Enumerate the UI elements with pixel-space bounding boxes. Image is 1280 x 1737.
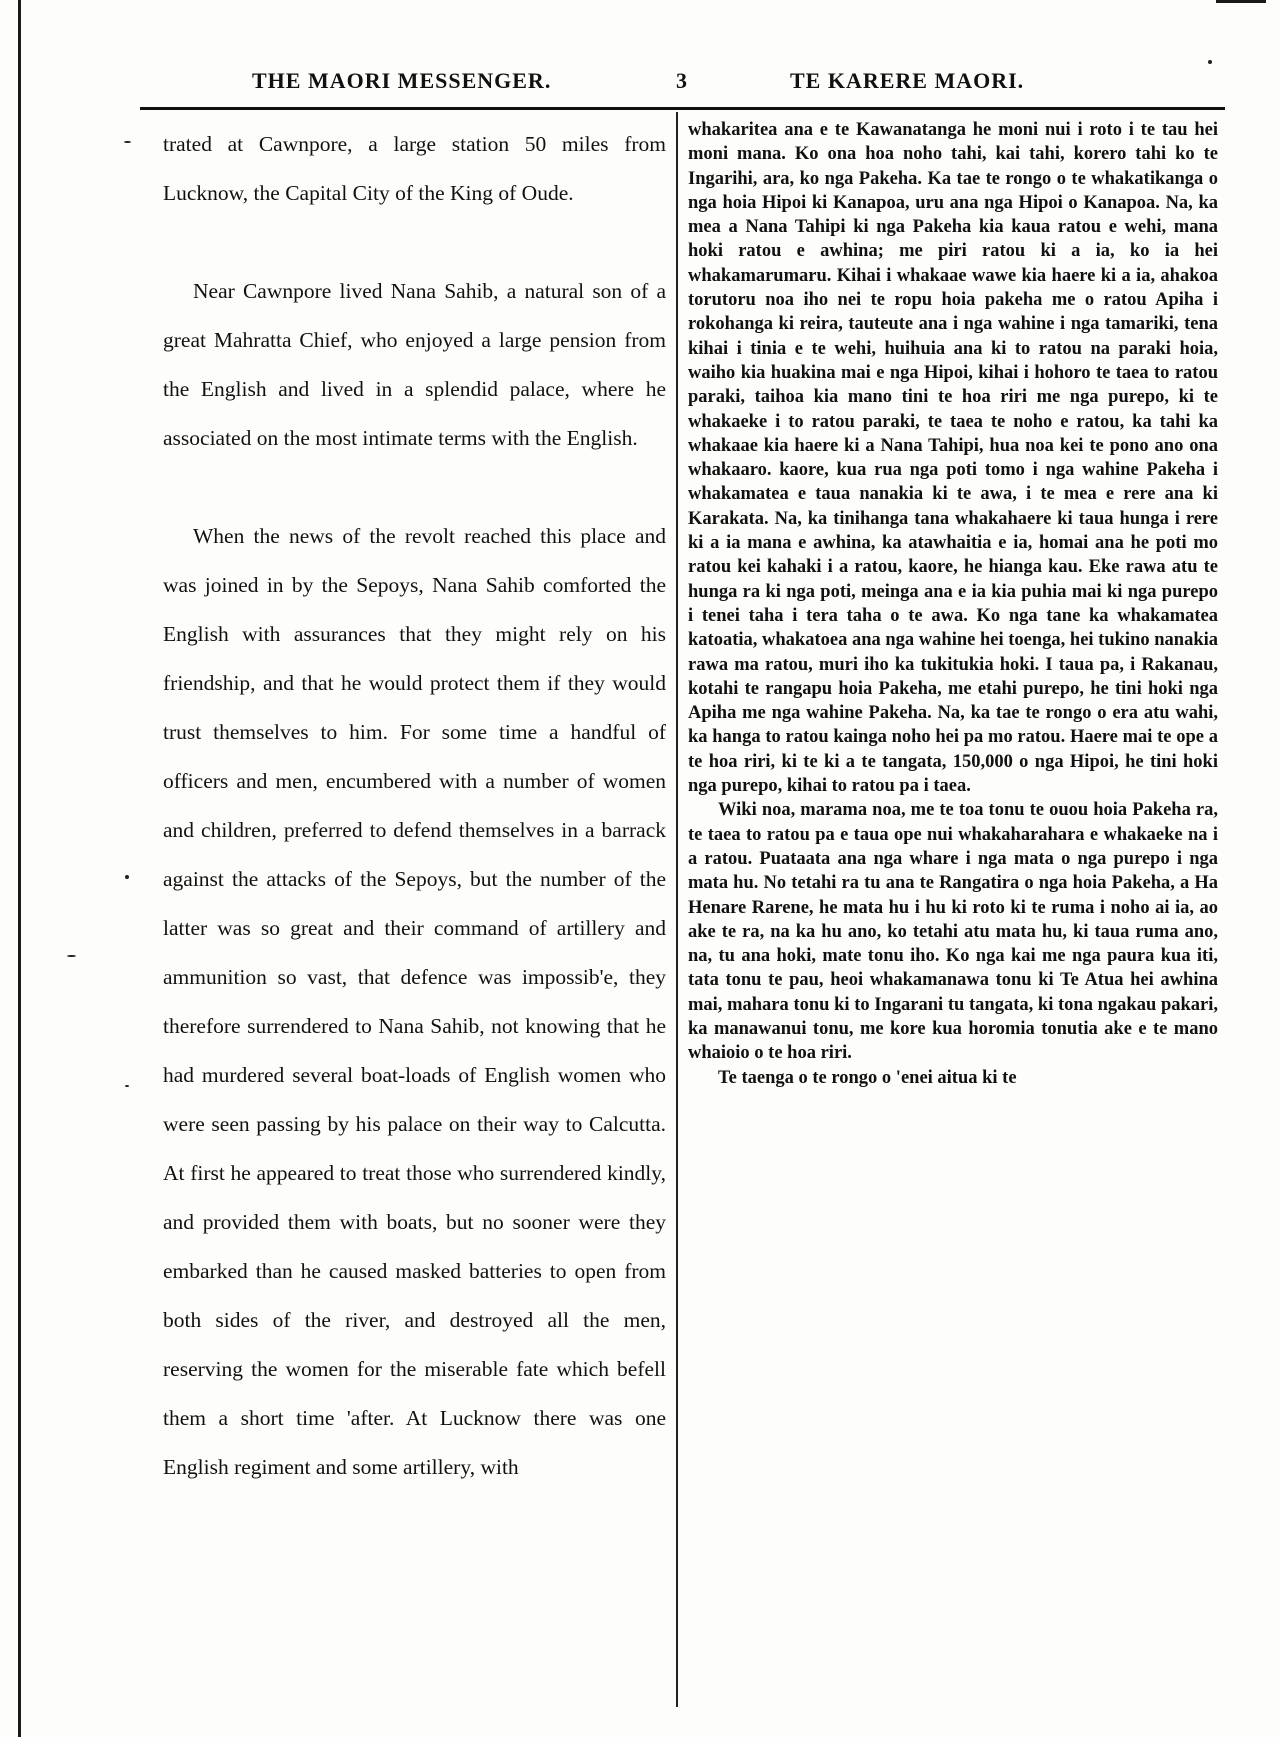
english-paragraph: When the news of the revolt reached this place and was joined in by the Sepoys, Nana Sahib comforted the English with assurances that they might rely on his friendship, and that he would protect them if they would trust themselves to him. For some time a handful of officers and men, encumbered with a number of women and children, preferred to defend themselves in a barrack against the attacks of the Sepoys, but the number of the latter was so great and their command of artillery and ammunition so vast, that defence was impossib'e, they therefore surrendered to Nana Sahib, not knowing that he had murdered several boat-loads of English women who were seen passing by his palace on their way to Calcutta. At first he appeared to treat those who surrendered kindly, and provided them with boats, but no sooner were they embarked than he caused masked batteries to open from both sides of the river, and destroyed all the men, reserving the women for the miserable fate which befell them a short time 'after. At Lucknow there was one English regiment and some artillery, with xyxy=(163,524,666,1479)
english-paragraph: trated at Cawnpore, a large station 50 miles from Lucknow, the Capital City of the King of Oude. xyxy=(163,132,666,205)
english-masthead: THE MAORI MESSENGER. xyxy=(252,68,552,93)
print-speck xyxy=(125,875,129,879)
maori-paragraph: Wiki noa, marama noa, me te toa tonu te ouou hoia Pakeha ra, te taea to ratou pa e taua ope nui whakaharahara e whakaeke na i a ratou. Puataata ana nga whare i nga mata o nga purepo i nga mata hu. No tetahi ra tu ana te Rangatira o nga hoia Pakeha, a Ha Henare Rarene, he mata hu i hu ki roto ki te ruma i noho ai ia, ao ake te ra, na ka hu ano, ko tetahi atu mata hu, ki taua ruma ano, na, tu ana hoki, mate tonu iho. Ko nga kai me nga paura kua iti, tata tonu te pau, heoi whakamanawa tonu ki Te Atua hei awhina mai, mahara tonu ki to Ingarani tu tangata, ki tona ngakau pakari, ka manawanui tonu, me kore kua horomia tonutia ake e te mano whaioio o te hoa riri. xyxy=(688,800,1218,1064)
print-speck xyxy=(125,1085,129,1087)
english-column xyxy=(163,120,666,1710)
english-paragraph: Near Cawnpore lived Nana Sahib, a natural son of a great Mahratta Chief, who enjoyed a large pension from the English and lived in a splendid palace, where he associated on the most intimate terms with the English. xyxy=(163,279,666,450)
header-rule xyxy=(140,107,1225,110)
running-header xyxy=(140,62,1225,98)
maori-paragraph: whakaritea ana e te Kawanatanga he moni nui i roto i te tau hei moni mana. Ko ona hoa noho tahi, kai tahi, korero tahi ko te Ingarihi, ara, ko nga Pakeha. Ka tae te rongo o te whakatikanga o nga hoia Hipoi ki Kanapoa, uru ana nga Hipoi o Kanapoa. Na, ka mea a Nana Tahipi ki nga Pakeha kia kaua ratou e wehi, mana hoki ratou e awhina; me piri ratou ki a ia, ko ia hei whakamarumaru. Kihai i whakaae wawe kia haere ki a ia, ahakoa torutoru noa iho nei te ropu hoia pakeha me o ratou Apiha i rokohanga ki reira, tauteute ana i nga wahine i nga tamariki, tena kihai i tinia e te wehi, huihuia ana ki to ratou na paraki hoia, waiho kia huakina mai e nga Hipoi, kihai i hohoro te taea to ratou paraki, taihoa kia mano tini te hoa riri me nga purepo, ki te whakaeke i to ratou paraki, te taea te noho e ratou, ka tahi ka whakaae kia haere ki a Nana Tahipi, hua noa kei te pono ano ona whakaaro. kaore, kua rua nga poti tomo i nga wahine Pakeha i whakamatea e taua nanakia ki te awa, i te mea e rere ana ki Karakata. Na, ka tinihanga tana whakahaere ki taua hunga i rere ki a ia mana e awhina, ka atawhaitia e ia, homai ana he poti mo ratou kei kahaki i a ratou, kaore, he hianga kau. Eke rawa atu te hunga ra ki nga poti, meinga ana e ia kia puhia mai ki nga purepo i tenei taha i tera taha o te awa. Ko nga tane ka whakamatea katoatia, whakatoea ana nga wahine hei toenga, hei tukino nanakia rawa ma ratou, muri iho ka tukitukia hoki. I taua pa, i Rakanau, kotahi te rangapu hoia Pakeha, me etahi purepo, he tini hoki nga Apiha me nga wahine Pakeha. Na, ka tae te rongo o era atu wahi, ka hanga to ratou kainga noho hei pa mo ratou. Haere mai te ope a te hoa riri, ki te ki a te tangata, 150,000 o nga Hipoi, he tini hoki nga purepo, kihai to ratou pa i taea. xyxy=(688,120,1218,797)
print-speck xyxy=(124,141,131,143)
maori-column xyxy=(688,118,1218,1710)
print-speck xyxy=(67,955,76,957)
column-divider xyxy=(676,112,678,1707)
corner-rule xyxy=(1216,0,1266,3)
maori-paragraph: Te taenga o te rongo o 'enei aitua ki te xyxy=(718,1067,1017,1088)
page-number: 3 xyxy=(676,68,688,93)
maori-masthead: TE KARERE MAORI. xyxy=(790,68,1025,93)
page-edge-rule xyxy=(18,0,21,1737)
print-speck xyxy=(1208,60,1212,64)
